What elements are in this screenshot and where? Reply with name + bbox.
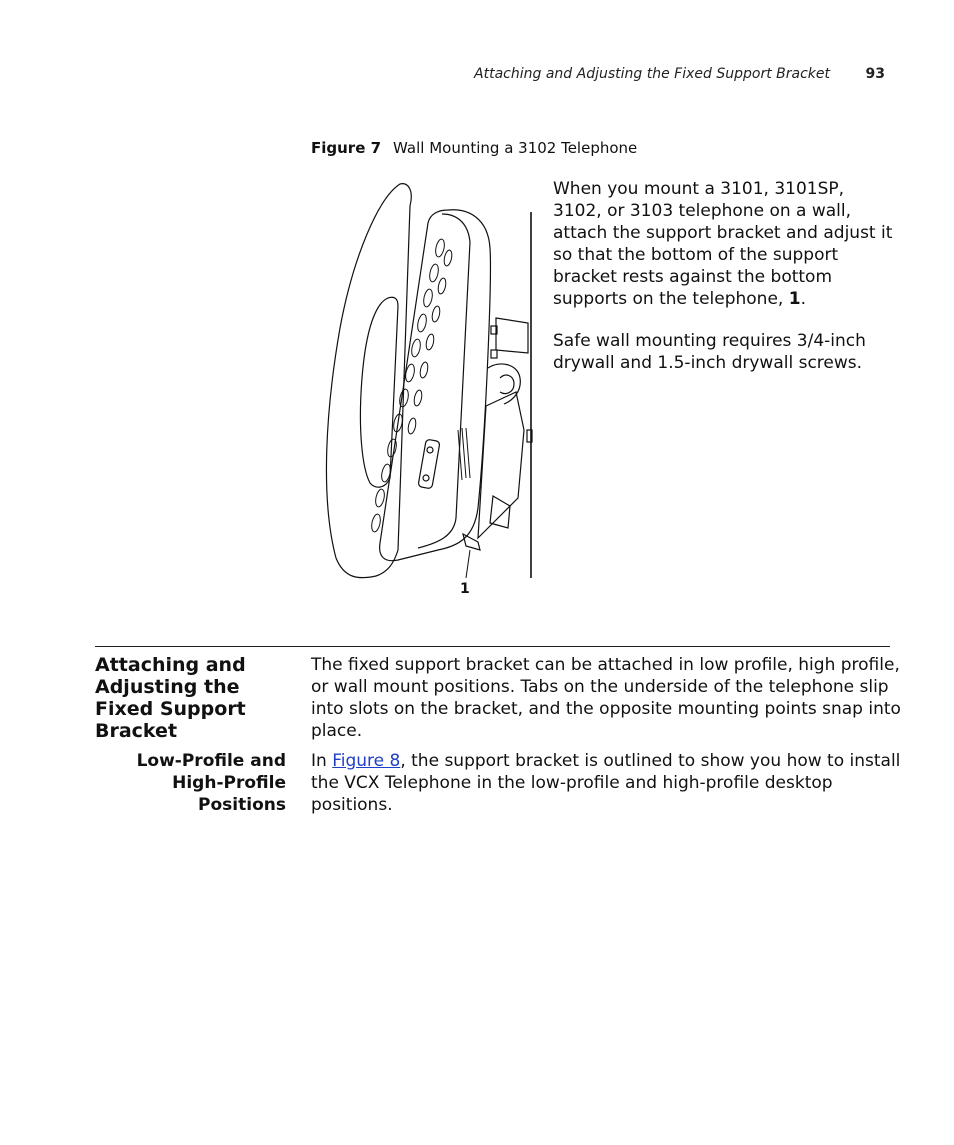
figure-caption [311, 139, 637, 157]
phone-body [380, 210, 491, 561]
page-number: 93 [865, 66, 885, 82]
subsection-body [311, 750, 901, 816]
side-paragraph-1 [553, 178, 898, 310]
keypad [370, 238, 453, 532]
side-paragraph-1-text: When you mount a 3101, 3101SP, 3102, or 3103 telephone on a wall, attach the support bracket and adjust it so that the bottom of the support bracket rests against the bottom supports on the telephone, [553, 179, 893, 309]
running-header [440, 66, 885, 88]
section-paragraph: The fixed support bracket can be attached in low profile, high profile, or wall mount positions. Tabs on the underside of the telephone slip into slots on the bracket, and the opposite mounting points snap into place. [311, 655, 901, 741]
support-bracket [496, 318, 528, 353]
figure-label: Figure 7 [311, 139, 382, 157]
figure-8-link[interactable]: Figure 8 [332, 751, 401, 771]
section-heading: Attaching and Adjusting the Fixed Support Bracket [95, 654, 246, 742]
subsection-heading: Low-Profile and High-Profile Positions [136, 751, 286, 815]
side-paragraph-2: Safe wall mounting requires 3/4-inch drywall and 1.5-inch drywall screws. [553, 331, 866, 373]
figure-caption-text: Wall Mounting a 3102 Telephone [393, 139, 638, 157]
subsection-paragraph [311, 750, 901, 816]
callout-reference: 1 [788, 289, 801, 309]
handset-outline [326, 184, 411, 578]
subsection-prefix: In [311, 751, 333, 771]
section-body [311, 654, 901, 742]
callout-number: 1 [460, 581, 470, 597]
figure-side-text [553, 178, 898, 394]
side-paragraph-1-end: . [800, 289, 806, 309]
running-title: Attaching and Adjusting the Fixed Support Bracket [474, 66, 830, 82]
subsection-suffix: , the support bracket is outlined to show you how to install the VCX Telephone in the low-profile and high-profile desktop positions. [311, 751, 901, 815]
wall-mount-illustration [318, 178, 543, 606]
section-divider [95, 646, 890, 647]
callout-leader [466, 550, 470, 578]
